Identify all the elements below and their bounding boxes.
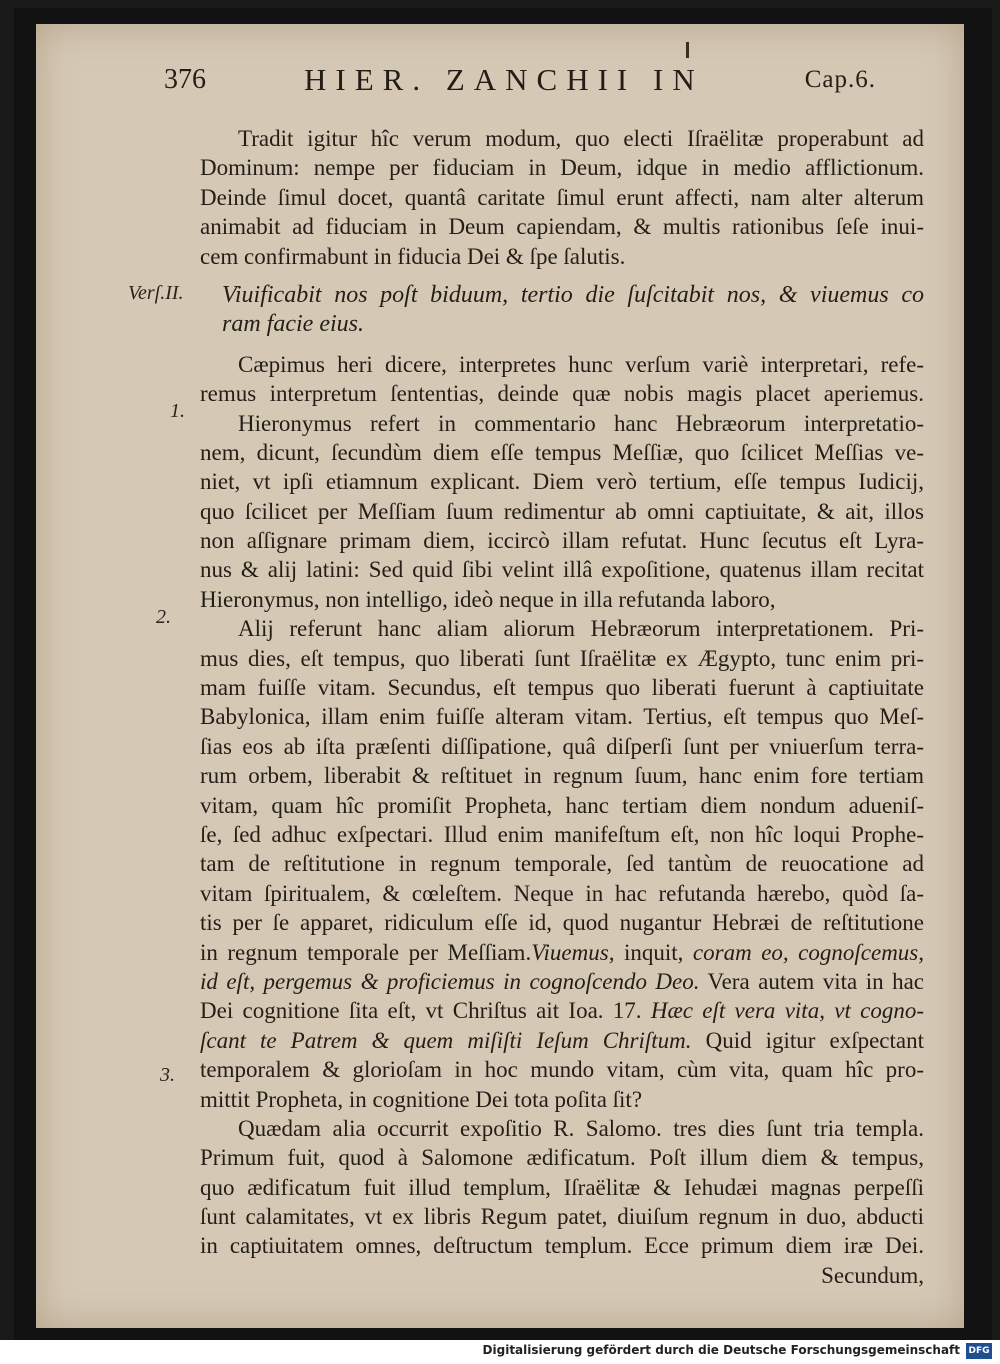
italic-fragment: ſcant te Patrem & quem miſiſti Ieſum Chriſtum. <box>200 1027 692 1053</box>
text-line: in captiuitatem omnes, deſtructum templum. Ecce primum diem iræ Dei. <box>200 1233 924 1259</box>
text-line: Dominum: nempe per fiduciam in Deum, idque in medio afflictionum. <box>200 155 924 181</box>
text-fragment: in regnum temporale per Meſſiam. <box>200 939 532 965</box>
margin-note-1: 1. <box>170 400 185 422</box>
italic-fragment: id eſt, pergemus & proficiemus in cognoſcendo Deo. <box>200 968 700 994</box>
running-title: HIER. ZANCHII IN <box>304 62 704 97</box>
text-fragment: Quid igitur exſpectant <box>691 1027 924 1053</box>
text-line: quo ædificatum fuit illud templum, Iſraëlitæ & Iehudæi magnas perpeſſi <box>200 1174 924 1200</box>
text-line: Primum fuit, quod à Salomone ædificatum. Poſt illum diem & tempus, <box>200 1145 924 1171</box>
margin-note-3: 3. <box>160 1064 175 1086</box>
margin-note-2: 2. <box>156 606 171 628</box>
text-line: nus & alij latini: Sed quid ſibi velint illâ expoſitione, quatenus illam recitat <box>200 557 924 583</box>
italic-fragment: coram eo, cognoſcemus, <box>692 939 924 965</box>
text-fragment: inquit, <box>614 939 693 965</box>
text-line: mam fuiſſe vitam. Secundus, eſt tempus quo liberati fuerunt à captiuitate <box>200 675 924 701</box>
text-line: ſias eos ab iſta præſenti diſſipatione, quâ diſperſi ſunt per vniuerſum terra- <box>200 733 924 759</box>
text-line: animabit ad fiduciam in Deum capiendam, & multis rationibus ſeſe inui- <box>200 214 924 240</box>
text-line: nem, dicunt, ſecundùm diem eſſe tempus Meſſiæ, quo ſcilicet Meſſias ve- <box>200 439 924 465</box>
italic-fragment: Hæc eſt vera vita, vt cogno- <box>650 998 924 1024</box>
page-mark <box>686 42 689 58</box>
text-line: cem confirmabunt in fiducia Dei & ſpe ſalutis. <box>200 243 626 269</box>
italic-fragment: Viuemus, <box>531 939 615 965</box>
text-line: ſunt calamitates, vt ex libris Regum patet, diuiſum regnum in duo, abducti <box>200 1204 924 1230</box>
text-line: rum orbem, liberabit & reſtituet in regnum ſuum, hanc enim fore tertiam <box>200 763 924 789</box>
footer-bar <box>0 1340 1000 1364</box>
text-line: vitam ſpiritualem, & cœleſtem. Neque in hac refutanda hærebo, quòd ſa- <box>200 880 924 906</box>
text-line: Hieronymus refert in commentario hanc Hebræorum interpretatio- <box>238 410 924 436</box>
text-line: ſe, ſed adhuc exſpectari. Illud enim manifeſtum eſt, non hîc loqui Prophe- <box>200 821 924 847</box>
text-line: niet, vt ipſi etiamnum explicant. Diem verò tertium, eſſe tempus Iudicij, <box>200 469 924 495</box>
verse-heading-line: ram facie eius. <box>222 311 364 338</box>
text-line-mixed <box>200 1026 924 1055</box>
text-line: remus interpretum ſententias, deinde quæ nobis magis placet aperiemus. <box>200 381 924 407</box>
catchword: Secundum, <box>821 1262 924 1288</box>
text-line: Babylonica, illam enim fuiſſe alteram vitam. Tertius, eſt tempus quo Meſ- <box>200 704 924 730</box>
page-number: 376 <box>164 64 206 95</box>
verse-heading-line: Viuificabit nos poſt biduum, tertio die ſuſcitabit nos, & viuemus co <box>222 281 924 308</box>
text-fragment: Vera autem vita in hac <box>699 968 924 994</box>
funding-credit: Digitalisierung gefördert durch die Deutsche Forschungsgemeinschaft <box>482 1343 960 1357</box>
text-line-mixed <box>200 967 924 996</box>
text-line: non aſſignare primam diem, iccircò illam refutat. Hunc ſecutus eſt Lyra- <box>200 528 924 554</box>
text-fragment: Dei cognitione ſita eſt, vt Chriſtus ait Ioa. 17. <box>200 998 651 1024</box>
text-line: temporalem & glorioſam in hoc mundo vitam, cùm vita, quam hîc pro- <box>200 1057 924 1083</box>
text-line-mixed <box>200 996 924 1025</box>
margin-verse-note: Verſ.II. <box>128 282 184 304</box>
text-line: Deinde ſimul docet, quantâ caritate ſimul erunt affecti, nam alter alterum <box>200 184 924 210</box>
body-text <box>200 124 924 1290</box>
text-line: Quædam alia occurrit expoſitio R. Salomo. tres dies ſunt tria templa. <box>238 1115 924 1141</box>
text-line: Hieronymus, non intelligo, ideò neque in illa refutanda laboro, <box>200 586 776 612</box>
text-line-mixed <box>200 938 924 967</box>
text-line: quo ſcilicet per Meſſiam ſuum redimentur ab omni captiuitate, & ait, illos <box>200 498 924 524</box>
text-line: mus dies, eſt tempus, quo liberati ſunt Iſraëlitæ ex Ægypto, tunc enim pri- <box>200 645 924 671</box>
text-line: Cæpimus heri dicere, interpretes hunc verſum variè interpretari, refe- <box>238 351 924 377</box>
text-line: mittit Propheta, in cognitione Dei tota poſita ſit? <box>200 1086 643 1112</box>
running-head <box>164 62 876 104</box>
dfg-logo: DFG <box>966 1343 992 1359</box>
text-line: tis per ſe apparet, ridiculum eſſe id, quod nugantur Hebræi de reſtitutione <box>200 910 924 936</box>
text-line: vitam, quam hîc promiſit Propheta, hanc tertiam diem nondum adueniſ- <box>200 792 924 818</box>
text-line: Tradit igitur hîc verum modum, quo electi Iſraëlitæ properabunt ad <box>238 126 924 151</box>
chapter-label: Cap.6. <box>804 66 876 93</box>
text-line: Alij referunt hanc aliam aliorum Hebræorum interpretationem. Pri- <box>238 616 924 642</box>
text-line: tam de reſtitutione in regnum temporale, ſed tantùm de reuocatione ad <box>200 851 924 877</box>
